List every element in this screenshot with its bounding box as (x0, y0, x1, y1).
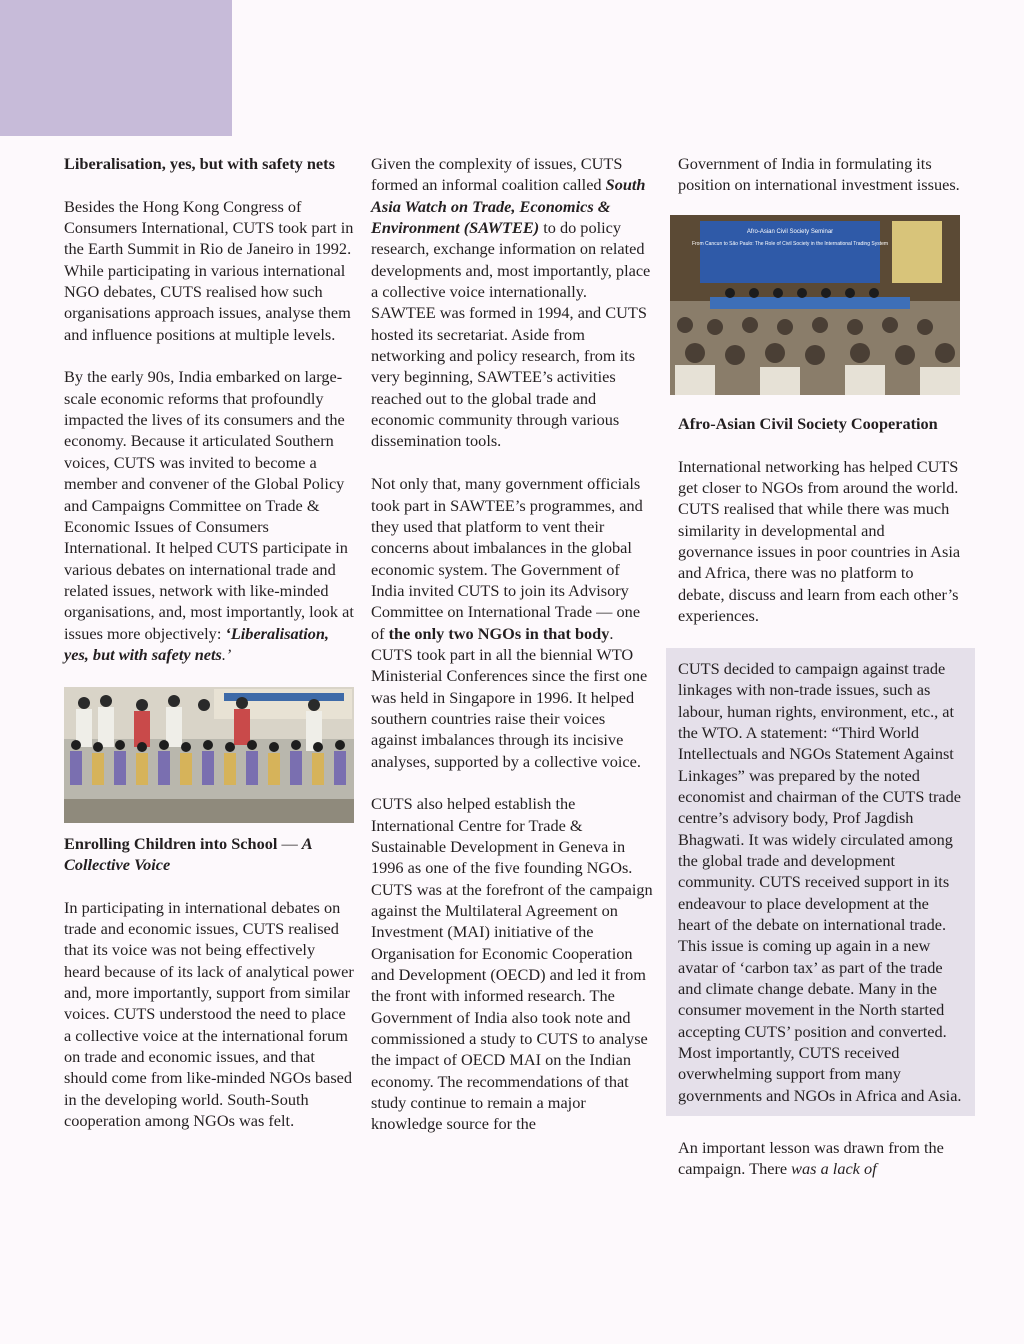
paragraph: Not only that, many government officials took part in SAWTEE’s programmes, and they used that platform to vent their concerns about imbalances in the global economic system. The Government of India invited CUTS to join its Advisory Committee on International Trade — one of the only two NGOs in that body. CUTS took part in all the biennial WTO Ministerial Conferences since the first one was held in Singapore in 1996. It helped southern countries raise their voices against imbalances through its incisive analyses, supported by a collective voice. (371, 474, 648, 771)
quote: ‘Liberalisation, yes, but with safety nets (64, 623, 329, 664)
section-heading-liberalisation: Liberalisation, yes, but with safety nets (64, 154, 335, 173)
paragraph: CUTS also helped establish the International Centre for Trade & Sustainable Development in Geneva in 1996 as one of the five founding NGOs. CUTS was at the forefront of the campaign against the Multilateral Agreement on Investment (MAI) initiative of the Organisation for Economic Cooperation and Development (OECD) and led it from the front with informed research. The Government of India also took note and commissioned a study to CUTS to analyse the impact of OECD MAI on the Indian economy. The recommendations of that study continue to remain a major knowledge source for the (371, 794, 653, 1134)
column-3 (678, 153, 963, 1201)
photo-caption: Enrolling Children into School — A Collective Voice (64, 833, 312, 874)
paragraph: International networking has helped CUTS get closer to NGOs from around the world. CUTS realised that while there was much similarity in developmental and governance issues in poor countries in Asia and Africa, there was no platform to debate, discuss and learn from each other’s experiences. (678, 456, 961, 626)
paragraph: Besides the Hong Kong Congress of Consumers International, CUTS took part in the Earth Summit in Rio de Janeiro in 1992. While participating in various international NGO debates, CUTS realised how such organisations approach issues, analyse them and influence positions at multiple levels. (64, 196, 354, 344)
photo-children-school (64, 687, 354, 823)
sawtee-name: South Asia Watch on Trade, Economics & Environment (SAWTEE) (371, 175, 646, 238)
paragraph: Government of India in formulating its position on international investment issues. (678, 154, 960, 195)
shaded-text: CUTS decided to campaign against trade linkages with non-trade issues, such as labour, human rights, environment, etc., at the WTO. A statement: “Third World Intellectuals and NGOs Statement Against Linkages” was prepared by the noted economist and chairman of the CUTS trade centre’s advisory body, Prof Jagdish Bhagwati. It was widely circulated among the global trade and development community. CUTS received support in its endeavour to place development at the heart of the debate on international trade. This issue is coming up again in a new avatar of ‘carbon tax’ as part of the trade and climate change debate. Many in the consumer movement in the North started accepting CUTS’ position and converted. Most importantly, CUTS received overwhelming support from many governments and NGOs in Africa and Asia. (678, 658, 962, 1105)
paragraph: In participating in international debates on trade and economic issues, CUTS realised that its voice was not being effectively heard because of its lack of analytical power and, more importantly, support from similar voices. CUTS understood the need to place a collective voice at the international forum on trade and economic issues, and that should come from like-minded NGOs based in the developing world. South-South cooperation among NGOs was felt. (64, 897, 354, 1131)
section-heading-afro-asian: Afro-Asian Civil Society Cooperation (678, 414, 938, 434)
shaded-box (666, 648, 975, 1116)
paragraph: An important lesson was drawn from the campaign. There was a lack of (678, 1138, 944, 1179)
paragraph: By the early 90s, India embarked on large-scale economic reforms that profoundly impacted the lives of its consumers and the economy. Because it articulated Southern voices, CUTS was invited to become a member and convener of the Global Policy and Campaigns Committee on Trade & Economic Issues of Consumers International. It helped CUTS participate in various debates on international trade and related issues, network with like-minded organisations, and, most importantly, look at issues more objectively: ‘Liberalisation, yes, but with safety nets.’ (64, 367, 354, 664)
column-2 (371, 153, 655, 1156)
photo-seminar (670, 215, 960, 395)
seminar-banner-title: Afro-Asian Civil Society Seminar (746, 229, 834, 236)
column-1 (64, 153, 354, 1153)
seminar-banner-subtitle: From Cancun to São Paulo: The Role of Civil Society in the International Trading System (691, 241, 889, 248)
paragraph: Given the complexity of issues, CUTS formed an informal coalition called South Asia Watch on Trade, Economics & Environment (SAWTEE) to do policy research, exchange information on related developments and, most importantly, place a collective voice internationally. SAWTEE was formed in 1994, and CUTS hosted its secretariat. Aside from networking and policy research, from its very beginning, SAWTEE’s activities reached out to the global trade and economic community through various dissemination tools. (371, 154, 651, 451)
corner-color-block (0, 0, 232, 136)
